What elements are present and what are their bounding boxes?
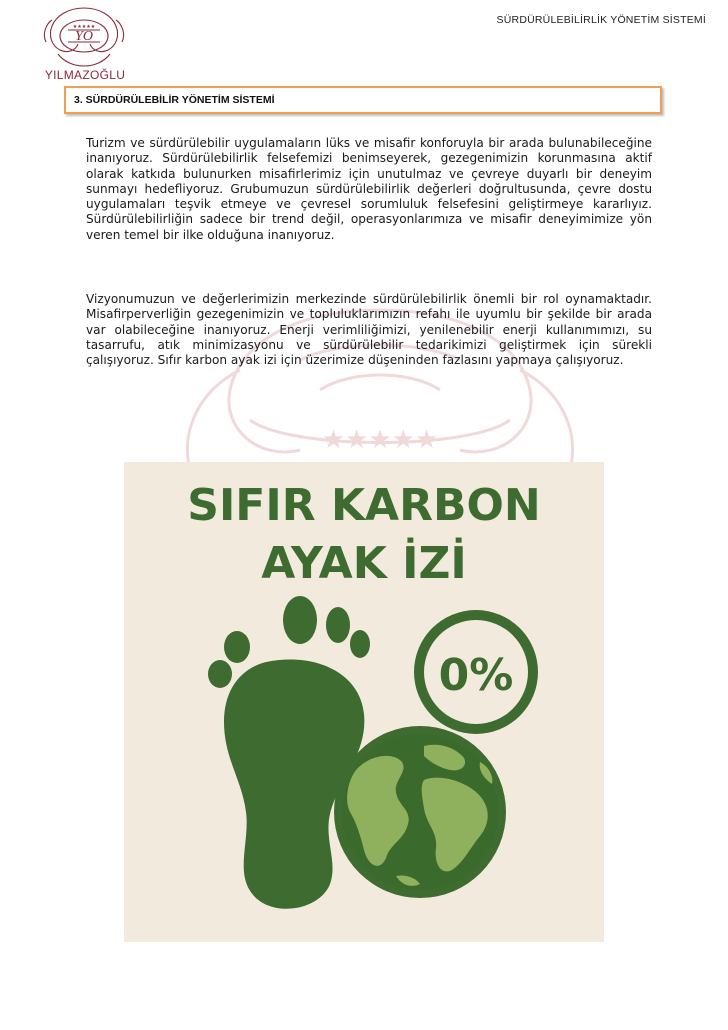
body-paragraph-2: Vizyonumuzun ve değerlerimizin merkezinde sürdürülebilirlik önemli bir rol oynamaktadır. Misafirperverliğin gezegenimizin ve topluluklarımızın refahı ile uyumlu bir şekilde bir arada var olabileceğine inanıyoruz. Enerji verimliliğimizi, yenilenebilir enerji kullanımımızı, su tasarrufu, atık minimizasyonu ve sürdürülebilir tedarikimizi geliştirmek için sürekli çalışıyoruz. Sıfır karbon ayak izi için üzerimize düşeninden fazlasını yapmaya çalışıyoruz. (86, 292, 652, 368)
logo-monogram: YO (75, 29, 93, 44)
brand-name: YILMAZOĞLU (44, 68, 126, 82)
badge-text: 0% (438, 650, 514, 701)
poster-graphic (124, 462, 604, 942)
body-paragraph-1: Turizm ve sürdürülebilir uygulamaların lüks ve misafir konforuyla bir arada bulunabileceğine inanıyoruz. Sürdürülebilirlik felsefemizi benimseyerek, gezegenimizin korunmasına aktif olarak katkıda bulunurken misafirlerimiz için unutulmaz ve çevreye duyarlı bir deneyim sunmayı hedefliyoruz. Grubumuzun sürdürülebilirlik değerleri doğrultusunda, çevre dostu uygulamaları teşvik etmeye ve çevresel sorumluluk felsefesini geliştirmeye kararlıyız. Sürdürülebilirliğin sadece bir trend değil, operasyonlarımıza ve misafir deneyimimize yön veren temel bir ilke olduğuna inanıyoruz. (86, 136, 652, 242)
zero-carbon-poster (124, 462, 604, 942)
svg-text:★★★★★: ★★★★★ (321, 425, 439, 455)
zero-percent-badge (414, 610, 538, 734)
globe-icon (334, 726, 506, 898)
section-heading-box (64, 86, 662, 114)
poster-title-line-2: AYAK İZİ (261, 538, 467, 589)
svg-text:★★★★★: ★★★★★ (72, 24, 96, 30)
running-header-title: SÜRDÜRÜLEBİLİRLİK YÖNETİM SİSTEMİ (496, 14, 706, 26)
section-heading: 3. SÜRDÜRÜLEBİLİR YÖNETİM SİSTEMİ (74, 94, 275, 106)
footprint-icon (208, 596, 370, 909)
poster-title-line-1: SIFIR KARBON (187, 480, 541, 531)
